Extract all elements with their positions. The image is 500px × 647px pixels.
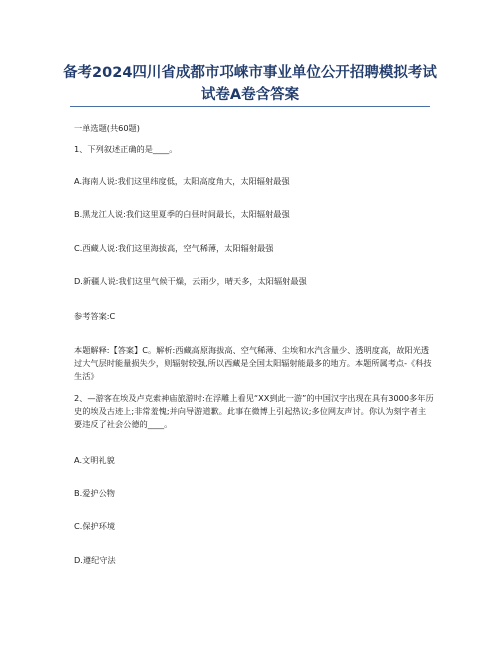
question-1-option-d: D.新疆人说:我们这里气候干燥，云雨少，晴天多，太阳辐射最强: [74, 276, 307, 286]
question-1-option-b: B.黑龙江人说:我们这里夏季的白昼时间最长，太阳辐射最强: [74, 209, 290, 219]
question-1-explanation: 本题解释:【答案】C。解析:西藏高原海拔高、空气稀薄、尘埃和水汽含量少、透明度高，故阳光透过大气层时能量损失少，则辐射较强,所以西藏是全国太阳辐射能最多的地方。本题所属考点-《科技生活》: [74, 345, 432, 381]
question-1-option-c: C.西藏人说:我们这里海拔高，空气稀薄，太阳辐射最强: [74, 243, 274, 253]
question-1-answer: 参考答案:C: [74, 311, 116, 321]
document-title: [60, 62, 440, 106]
question-1-option-a: A.海南人说:我们这里纬度低，太阳高度角大，太阳辐射最强: [74, 176, 290, 186]
question-2-option-c: C.保护环境: [74, 521, 116, 531]
title-divider: [70, 106, 430, 107]
question-2-option-b: B.爱护公物: [74, 488, 115, 498]
section-heading: 一单选题(共60题): [74, 123, 140, 133]
question-2-option-d: D.遵纪守法: [74, 555, 116, 565]
title-line-1: 备考2024四川省成都市邛崃市事业单位公开招聘模拟考试: [63, 65, 437, 81]
question-2-option-a: A.文明礼貌: [74, 455, 115, 465]
question-2-stem: 2、—游客在埃及卢克索神庙旅游时:在浮雕上看见“XX到此一游”的中国汉字出现在具有3000多年历史的埃及古迹上;非常羞愧;并向导游道歉。此事在微博上引起热议;多位网友声讨。你认为刻字者主要违反了社会公德的____。: [74, 393, 434, 429]
title-line-2: 试卷A卷含答案: [200, 87, 300, 103]
question-1-stem: 1、下列叙述正确的是____。: [74, 144, 178, 154]
